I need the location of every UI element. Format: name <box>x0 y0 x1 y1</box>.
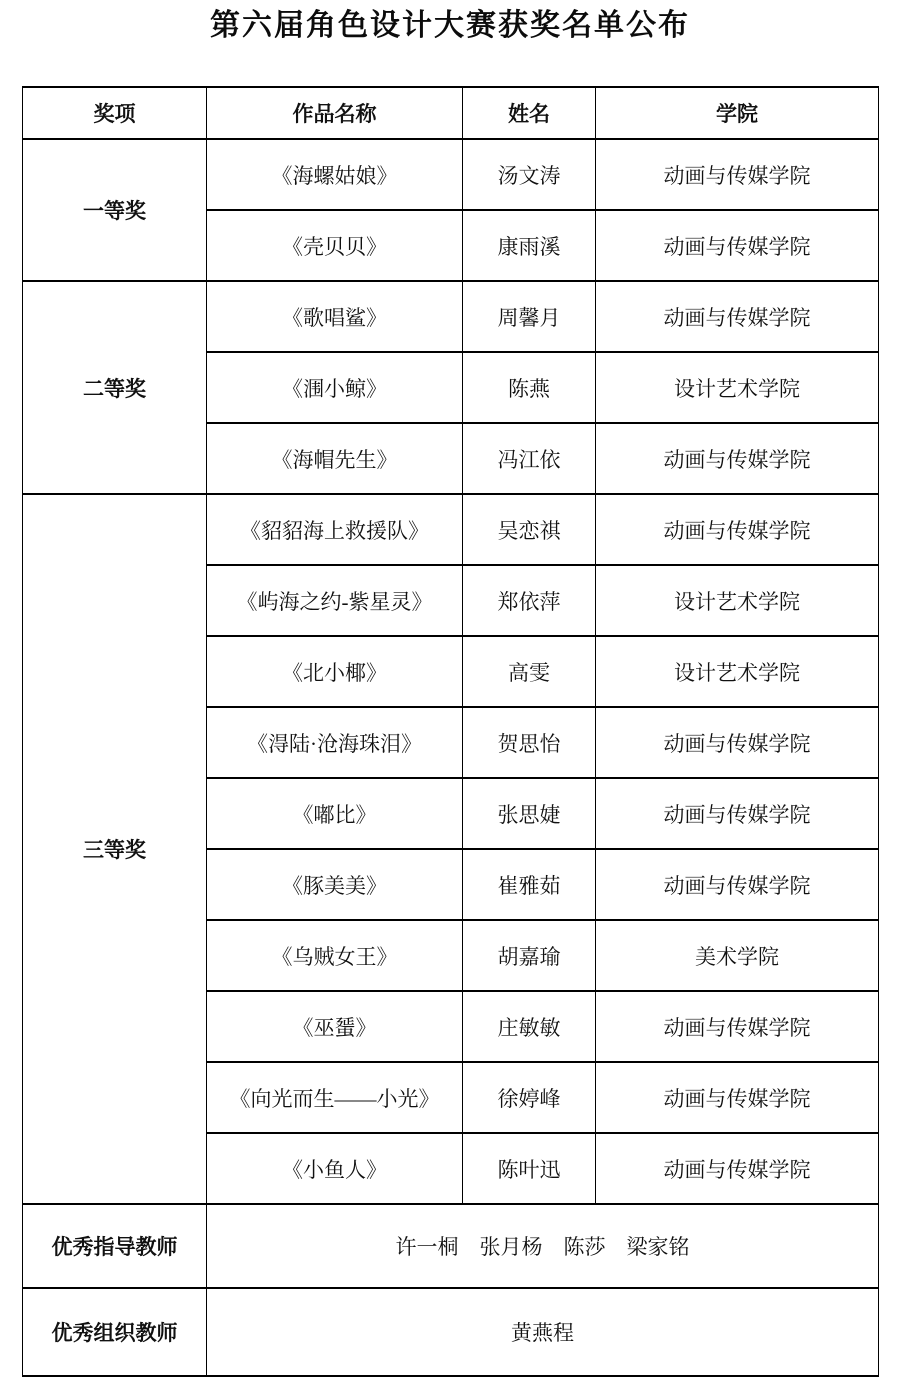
awards-table <box>22 86 879 1377</box>
cell-college: 动画与传媒学院 <box>596 707 879 778</box>
award-label-second-prize: 二等奖 <box>23 281 207 494</box>
cell-college: 动画与传媒学院 <box>596 778 879 849</box>
table-row <box>23 494 879 565</box>
cell-college: 美术学院 <box>596 920 879 991</box>
cell-work: 《北小椰》 <box>207 636 463 707</box>
col-header-work: 作品名称 <box>207 87 463 139</box>
award-label-third-prize: 三等奖 <box>23 494 207 1204</box>
table-row-guidance-teachers <box>23 1204 879 1288</box>
cell-name: 吴恋祺 <box>463 494 596 565</box>
footer-value-guidance-teachers: 许一桐 张月杨 陈莎 梁家铭 <box>207 1204 879 1288</box>
cell-college: 动画与传媒学院 <box>596 849 879 920</box>
col-header-college: 学院 <box>596 87 879 139</box>
cell-name: 郑依萍 <box>463 565 596 636</box>
table-row <box>23 139 879 210</box>
award-label-first-prize: 一等奖 <box>23 139 207 281</box>
cell-college: 动画与传媒学院 <box>596 991 879 1062</box>
cell-name: 陈叶迅 <box>463 1133 596 1204</box>
cell-college: 设计艺术学院 <box>596 636 879 707</box>
cell-name: 崔雅茹 <box>463 849 596 920</box>
cell-name: 冯江依 <box>463 423 596 494</box>
cell-name: 张思婕 <box>463 778 596 849</box>
cell-college: 动画与传媒学院 <box>596 139 879 210</box>
cell-name: 高雯 <box>463 636 596 707</box>
cell-work: 《涠小鲸》 <box>207 352 463 423</box>
cell-work: 《貂貂海上救援队》 <box>207 494 463 565</box>
cell-work: 《海帽先生》 <box>207 423 463 494</box>
cell-work: 《屿海之约-紫星灵》 <box>207 565 463 636</box>
cell-work: 《向光而生——小光》 <box>207 1062 463 1133</box>
cell-name: 徐婷峰 <box>463 1062 596 1133</box>
cell-work: 《乌贼女王》 <box>207 920 463 991</box>
cell-name: 周馨月 <box>463 281 596 352</box>
cell-college: 设计艺术学院 <box>596 565 879 636</box>
footer-value-organizing-teachers: 黄燕程 <box>207 1288 879 1376</box>
cell-college: 动画与传媒学院 <box>596 1062 879 1133</box>
table-header-row <box>23 87 879 139</box>
table-row <box>23 281 879 352</box>
cell-name: 庄敏敏 <box>463 991 596 1062</box>
cell-college: 动画与传媒学院 <box>596 423 879 494</box>
footer-label-organizing-teachers: 优秀组织教师 <box>23 1288 207 1376</box>
table-row-organizing-teachers <box>23 1288 879 1376</box>
cell-name: 陈燕 <box>463 352 596 423</box>
cell-name: 胡嘉瑜 <box>463 920 596 991</box>
cell-college: 动画与传媒学院 <box>596 210 879 281</box>
cell-college: 动画与传媒学院 <box>596 494 879 565</box>
cell-name: 贺思怡 <box>463 707 596 778</box>
page-title: 第六届角色设计大赛获奖名单公布 <box>210 9 690 42</box>
cell-work: 《嘟比》 <box>207 778 463 849</box>
cell-work: 《海螺姑娘》 <box>207 139 463 210</box>
cell-work: 《淂陆·沧海珠泪》 <box>207 707 463 778</box>
cell-name: 汤文涛 <box>463 139 596 210</box>
cell-work: 《巫蜑》 <box>207 991 463 1062</box>
cell-work: 《豚美美》 <box>207 849 463 920</box>
footer-label-guidance-teachers: 优秀指导教师 <box>23 1204 207 1288</box>
cell-work: 《歌唱鲨》 <box>207 281 463 352</box>
cell-name: 康雨溪 <box>463 210 596 281</box>
col-header-name: 姓名 <box>463 87 596 139</box>
cell-college: 动画与传媒学院 <box>596 281 879 352</box>
cell-college: 设计艺术学院 <box>596 352 879 423</box>
cell-work: 《小鱼人》 <box>207 1133 463 1204</box>
col-header-award: 奖项 <box>23 87 207 139</box>
cell-work: 《壳贝贝》 <box>207 210 463 281</box>
cell-college: 动画与传媒学院 <box>596 1133 879 1204</box>
